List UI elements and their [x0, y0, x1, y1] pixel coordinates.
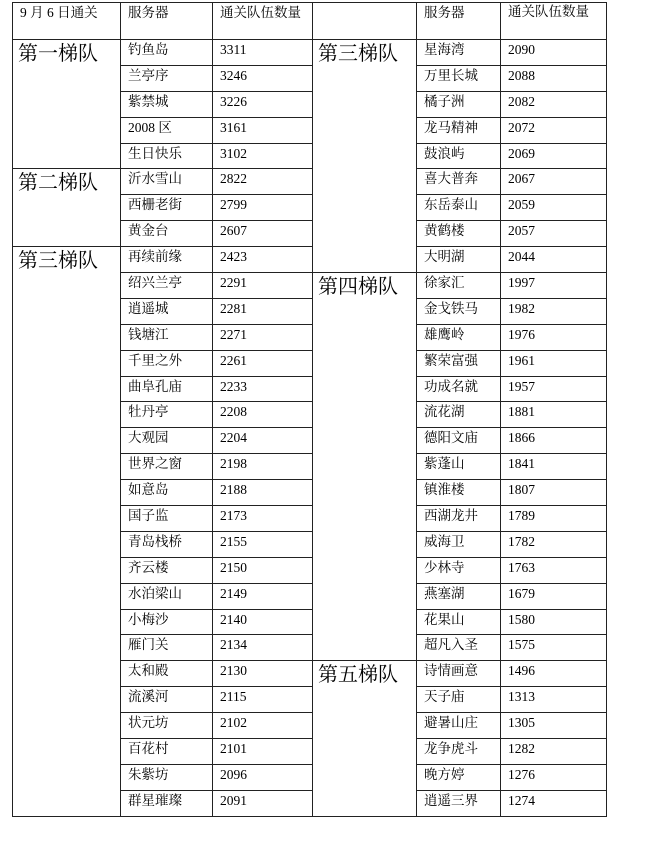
team-count: 1841 [501, 454, 607, 480]
team-count: 2188 [213, 480, 313, 506]
server-name: 避暑山庄 [417, 713, 501, 739]
team-count: 2140 [213, 609, 313, 635]
server-name: 钓鱼岛 [121, 40, 213, 66]
count-header-left: 通关队伍数量 [213, 3, 313, 40]
team-count: 2072 [501, 117, 607, 143]
server-name: 绍兴兰亭 [121, 273, 213, 299]
table-row [13, 169, 607, 195]
team-count: 2130 [213, 661, 313, 687]
server-name: 西湖龙井 [417, 506, 501, 532]
team-count: 2291 [213, 273, 313, 299]
server-name: 功成名就 [417, 376, 501, 402]
team-count: 3161 [213, 117, 313, 143]
team-count: 2261 [213, 350, 313, 376]
team-count: 1274 [501, 790, 607, 816]
server-name: 朱紫坊 [121, 764, 213, 790]
tier-label: 第四梯队 [313, 273, 417, 661]
team-count: 2198 [213, 454, 313, 480]
tier-label: 第一梯队 [13, 40, 121, 169]
team-count: 1982 [501, 298, 607, 324]
team-count: 1807 [501, 480, 607, 506]
team-count: 2822 [213, 169, 313, 195]
blank-header [313, 3, 417, 40]
server-name: 晚方婷 [417, 764, 501, 790]
team-count: 2044 [501, 247, 607, 273]
server-name: 钱塘江 [121, 324, 213, 350]
server-name: 齐云楼 [121, 557, 213, 583]
server-name: 大观园 [121, 428, 213, 454]
server-name: 雁门关 [121, 635, 213, 661]
team-count: 2059 [501, 195, 607, 221]
team-count: 1305 [501, 713, 607, 739]
server-name: 黄金台 [121, 221, 213, 247]
team-count: 1997 [501, 273, 607, 299]
team-count: 3226 [213, 91, 313, 117]
server-name: 状元坊 [121, 713, 213, 739]
team-count: 2799 [213, 195, 313, 221]
team-count: 3246 [213, 65, 313, 91]
team-count: 1282 [501, 739, 607, 765]
tier-label: 第五梯队 [313, 661, 417, 816]
team-count: 2281 [213, 298, 313, 324]
server-name: 喜大普奔 [417, 169, 501, 195]
tier-label: 第三梯队 [313, 40, 417, 273]
team-count: 1575 [501, 635, 607, 661]
table-row [13, 40, 607, 66]
team-count: 1789 [501, 506, 607, 532]
team-count: 1976 [501, 324, 607, 350]
team-count: 2233 [213, 376, 313, 402]
team-count: 2067 [501, 169, 607, 195]
server-name: 紫禁城 [121, 91, 213, 117]
server-name: 小梅沙 [121, 609, 213, 635]
team-count: 1881 [501, 402, 607, 428]
server-name: 大明湖 [417, 247, 501, 273]
server-name: 黄鹤楼 [417, 221, 501, 247]
team-count: 3102 [213, 143, 313, 169]
team-count: 2057 [501, 221, 607, 247]
team-count: 2271 [213, 324, 313, 350]
date-header: 9 月 6 日通关 [13, 3, 121, 40]
table-row [13, 247, 607, 273]
tier-label: 第二梯队 [13, 169, 121, 247]
team-count: 1496 [501, 661, 607, 687]
team-count: 1961 [501, 350, 607, 376]
team-count: 2173 [213, 506, 313, 532]
team-count: 2115 [213, 687, 313, 713]
team-count: 2090 [501, 40, 607, 66]
team-count: 2069 [501, 143, 607, 169]
tier-label: 第三梯队 [13, 247, 121, 817]
server-name: 牡丹亭 [121, 402, 213, 428]
server-name: 如意岛 [121, 480, 213, 506]
server-name: 超凡入圣 [417, 635, 501, 661]
team-count: 1782 [501, 531, 607, 557]
team-count: 1957 [501, 376, 607, 402]
server-name: 国子监 [121, 506, 213, 532]
server-name: 水泊梁山 [121, 583, 213, 609]
team-count: 2101 [213, 739, 313, 765]
server-name: 龙马精神 [417, 117, 501, 143]
server-name: 星海湾 [417, 40, 501, 66]
server-name: 诗情画意 [417, 661, 501, 687]
server-name: 威海卫 [417, 531, 501, 557]
server-name: 德阳文庙 [417, 428, 501, 454]
server-name: 万里长城 [417, 65, 501, 91]
server-name: 千里之外 [121, 350, 213, 376]
team-count: 2204 [213, 428, 313, 454]
header-row [13, 3, 607, 40]
server-name: 青岛栈桥 [121, 531, 213, 557]
team-count: 2082 [501, 91, 607, 117]
team-count: 1763 [501, 557, 607, 583]
team-count: 2134 [213, 635, 313, 661]
server-name: 生日快乐 [121, 143, 213, 169]
server-name: 徐家汇 [417, 273, 501, 299]
server-name: 太和殿 [121, 661, 213, 687]
team-count: 2208 [213, 402, 313, 428]
server-name: 再续前缘 [121, 247, 213, 273]
team-count: 2088 [501, 65, 607, 91]
server-name: 鼓浪屿 [417, 143, 501, 169]
server-name: 百花村 [121, 739, 213, 765]
server-name: 流花湖 [417, 402, 501, 428]
server-name: 世界之窗 [121, 454, 213, 480]
server-name: 燕塞湖 [417, 583, 501, 609]
server-header-left: 服务器 [121, 3, 213, 40]
team-count: 2607 [213, 221, 313, 247]
server-name: 镇淮楼 [417, 480, 501, 506]
clearance-table [12, 2, 607, 817]
team-count: 2102 [213, 713, 313, 739]
server-name: 橘子洲 [417, 91, 501, 117]
team-count: 1580 [501, 609, 607, 635]
server-name: 兰亭序 [121, 65, 213, 91]
server-name: 逍遥城 [121, 298, 213, 324]
team-count: 2091 [213, 790, 313, 816]
server-name: 西栅老街 [121, 195, 213, 221]
team-count: 2150 [213, 557, 313, 583]
server-name: 天子庙 [417, 687, 501, 713]
server-name: 花果山 [417, 609, 501, 635]
team-count: 1276 [501, 764, 607, 790]
server-name: 沂水雪山 [121, 169, 213, 195]
server-header-right: 服务器 [417, 3, 501, 40]
server-name: 繁荣富强 [417, 350, 501, 376]
team-count: 1679 [501, 583, 607, 609]
team-count: 2149 [213, 583, 313, 609]
team-count: 2096 [213, 764, 313, 790]
server-name: 流溪河 [121, 687, 213, 713]
server-name: 雄鹰岭 [417, 324, 501, 350]
server-name: 紫蓬山 [417, 454, 501, 480]
team-count: 2423 [213, 247, 313, 273]
team-count: 2155 [213, 531, 313, 557]
server-name: 东岳泰山 [417, 195, 501, 221]
server-name: 2008 区 [121, 117, 213, 143]
team-count: 3311 [213, 40, 313, 66]
team-count: 1313 [501, 687, 607, 713]
team-count: 1866 [501, 428, 607, 454]
server-name: 逍遥三界 [417, 790, 501, 816]
server-name: 群星璀璨 [121, 790, 213, 816]
count-header-right: 通关队伍数量 [501, 3, 607, 40]
server-name: 曲阜孔庙 [121, 376, 213, 402]
server-name: 少林寺 [417, 557, 501, 583]
server-name: 龙争虎斗 [417, 739, 501, 765]
server-name: 金戈铁马 [417, 298, 501, 324]
